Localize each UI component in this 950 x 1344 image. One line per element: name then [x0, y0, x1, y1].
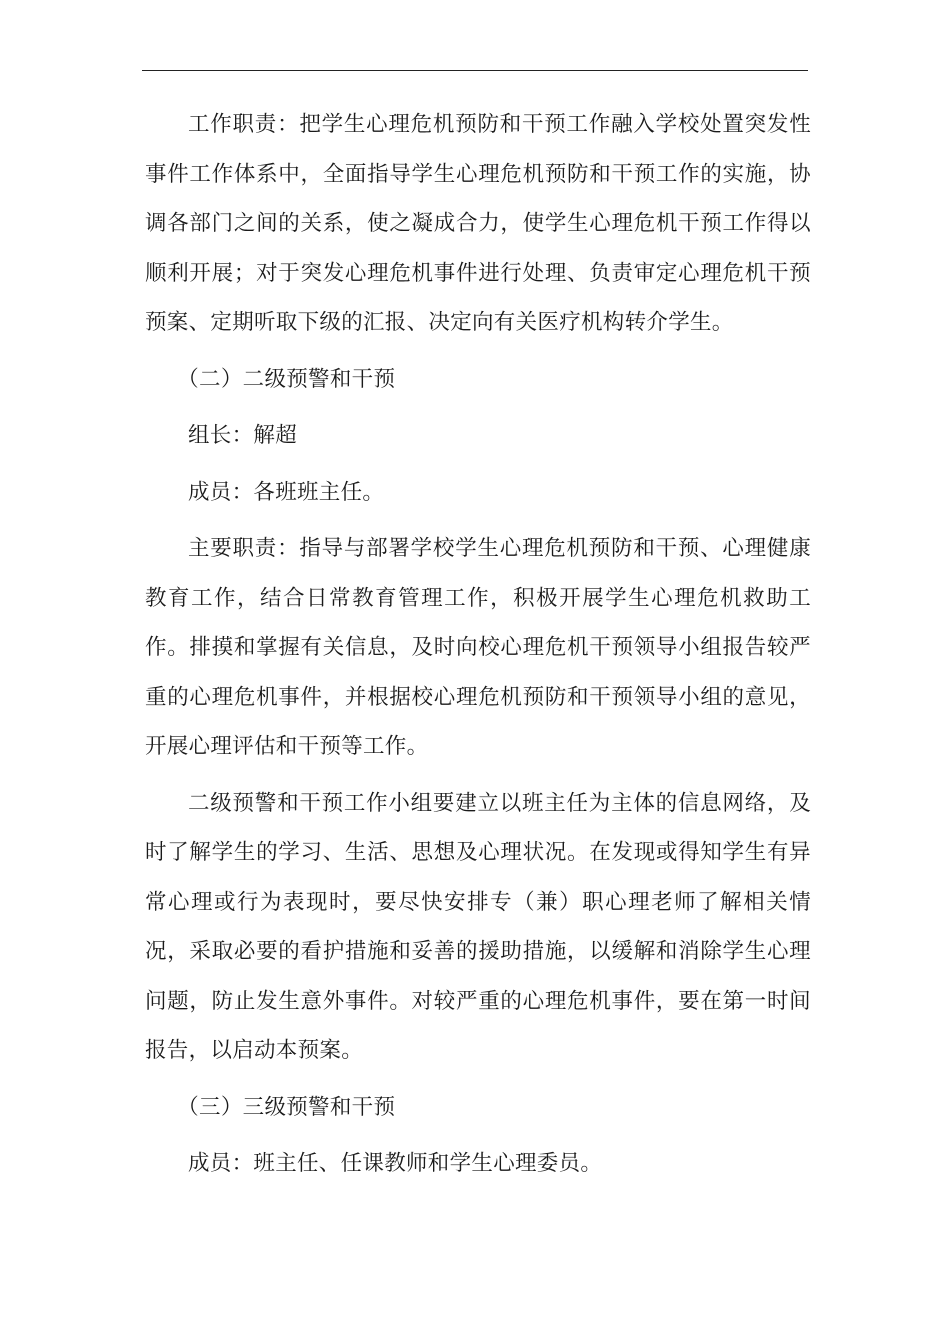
paragraph-leader: 组长：解超	[188, 423, 298, 448]
section-heading-level-3: （三）三级预警和干预	[177, 1094, 396, 1120]
paragraph-duty-2: 主要职责：指导与部署学校学生心理危机预防和干预、心理健康教育工作，结合日常教育管理工作，积极开展学生心理危机救助工作。排摸和掌握有关信息，及时向校心理危机干预领导小组报告较严重的心理危机事件，并根据校心理危机预防和干预领导小组的意见，开展心理评估和干预等工作。	[145, 536, 811, 759]
paragraph-members-level-3: 成员：班主任、任课教师和学生心理委员。	[188, 1151, 603, 1176]
section-heading-level-2: （二）二级预警和干预	[177, 366, 396, 392]
paragraph-duty-1: 工作职责：把学生心理危机预防和干预工作融入学校处置突发性事件工作体系中，全面指导学生心理危机预防和干预工作的实施，协调各部门之间的关系，使之凝成合力，使学生心理危机干预工作得以顺利开展；对于突发心理危机事件进行处理、负责审定心理危机干预预案、定期听取下级的汇报、决定向有关医疗机构转介学生。	[145, 112, 811, 335]
paragraph-members-level-2: 成员：各班班主任。	[188, 479, 385, 505]
paragraph-network-level-2: 二级预警和干预工作小组要建立以班主任为主体的信息网络，及时了解学生的学习、生活、思想及心理状况。在发现或得知学生有异常心理或行为表现时，要尽快安排专（兼）职心理老师了解相关情况，采取必要的看护措施和妥善的援助措施，以缓解和消除学生心理问题，防止发生意外事件。对较严重的心理危机事件，要在第一时间报告，以启动本预案。	[145, 790, 811, 1063]
header-rule	[142, 70, 808, 71]
document-body	[145, 100, 811, 1196]
